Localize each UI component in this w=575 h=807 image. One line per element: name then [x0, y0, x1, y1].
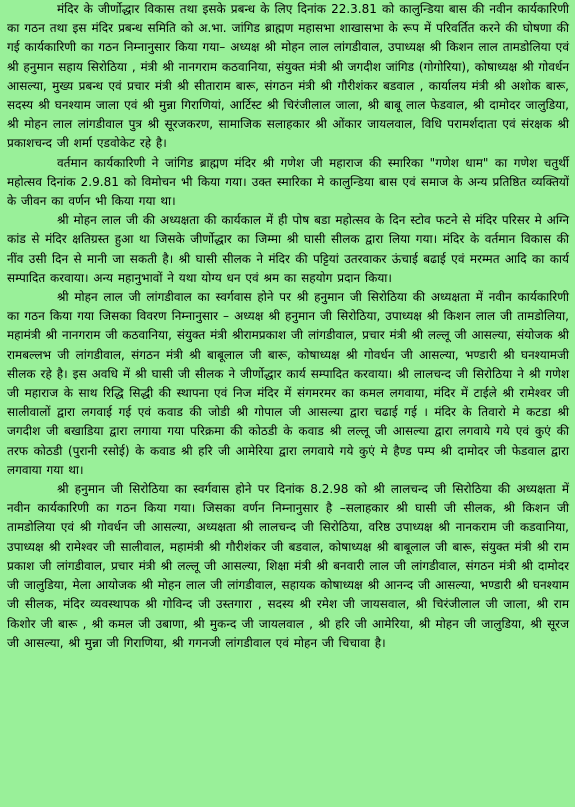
- paragraph-hanuman-sirothiya-committee: श्री मोहन लाल जी लांगडीवाल का स्वर्गवास होने पर श्री हनुमान जी सिरोठिया की अध्यक्षता में नवीन कार्यकारिणी का गठन किया गया जिसका विवरण निम्नानुसार – अध्यक्ष श्री हनुमान जी सिरोठिया, उपाध्यक्ष श्री किशन लाल जी तामडोलिया, महामंत्री श्री नानगराम जी कठवानिया, संयुक्त मंत्री श्रीरामप्रकाश जी लांगडीवाल, प्रचार मंत्री श्री लल्लू जी आसल्या, संयोजक श्री रामबल्लभ जी लांगडीवाल, संगठन मंत्री श्री बाबूलाल जी बारू, कोषाध्यक्ष श्री गोवर्धन जी आसल्या, भण्डारी श्री घनश्यामजी सीलक रहे है। इस अवधि में श्री घासी जी सीलक ने जीर्णोद्धार कार्य सम्पादित करवाया। श्री लालचन्द जी सिरोठिया ने श्री गणेश जी महाराज के साथ रिद्धि सिद्धी की स्थापना एवं निज मंदिर में संगमरमर का कमल लगवाया, मंदिर में टाईले श्री रामेश्वर जी सालीवालों द्वारा लगवाई गई एवं कवाड की जोडी श्री गोपाल जी आसल्या द्वारा चढाई गई । मंदिर के तिवारो मे कटडा श्री जगदीश जी बखाडिया द्वारा लगाया गया परिक्रमा की कोठडी के कवाड श्री लल्लू जी आसल्या द्वारा लगवाये गये एवं कुएं की तरफ कोठडी (पुरानी रसोई) के कवाड श्री हरि जी आमेरिया द्वारा लगवाये गये कुएं मे हैण्ड पम्प श्री दामोदर जी फेडवाल द्वारा लगवाया गया था।: [7, 290, 569, 477]
- paragraph-fire-restoration: श्री मोहन लाल जी की अध्यक्षता की कार्यकाल में ही पोष बडा महोत्सव के दिन स्टोव फटने से मंदिर परिसर मे अग्नि कांड से मंदिर क्षतिग्रस्त हुआ था जिसके जीर्णोद्धार का जिम्मा श्री घासी सीलक द्वारा लिया गया। मंदिर के वर्तमान विकास की नींव उसी दिन से मानी जा सकती है। श्री घासी सीलक ने मंदिर की पट्टियां उतरवाकर ऊंचाई बढाई एवं मरम्मत आदि का कार्य सम्पादित करवाया। अन्य महानुभावों ने यथा योग्य धन एवं श्रम का सहयोग प्रदान किया।: [7, 213, 569, 285]
- paragraph-executive-committee-1981: मंदिर के जीर्णोद्धार विकास तथा इसके प्रबन्ध के लिए दिनांक 22.3.81 को कालुन्डिया बास की नवीन कार्यकारिणी का गठन तथा इस मंदिर प्रबन्ध समिति को अ.भा. जांगिड ब्राह्मण महासभा शाखासभा के रूप में परिवर्तित करने की घोषणा की गई कार्यकारिणी का गठन निम्नानुसार किया गया– अध्यक्ष श्री मोहन लाल लांगडीवाल, उपाध्यक्ष श्री किशन लाल तामडोलिया एवं श्री हनुमान सहाय सिरोठिया , मंत्री श्री नानगराम कठवानिया, संयुक्त मंत्री श्री जगदीश जांगिड (गोगोरिया), कोषाध्यक्ष श्री गोवर्धन आसल्या, मुख्य प्रबन्ध एवं प्रचार मंत्री श्री सीताराम बारू, संगठन मंत्री श्री गौरीशंकर बडवाल , कार्यालय मंत्री श्री अशोक बारू, सदस्य श्री घनश्याम जाला एवं श्री मुन्ना गिराणियां, आर्टिस्ट श्री चिरंजीलाल जाला, श्री बाबू लाल फेडवाल, श्री दामोदर जालुडिया, श्री मोहन लाल लांगडीवाल पुत्र श्री सूरजकरण, सामाजिक सलाहकार श्री ओंकार जायलवाल, विधि परामर्शदाता एवं संरक्षक श्री प्रकाशचन्द जी शर्मा एडवोकेट रहे है।: [7, 2, 569, 151]
- paragraph-lalchand-sirothiya-committee: श्री हनुमान जी सिरोठिया का स्वर्गवास होने पर दिनांक 8.2.98 को श्री लालचन्द जी सिरोठिया की अध्यक्षता में नवीन कार्यकारिणी का गठन किया गया। जिसका वर्णन निम्नानुसार है –सलाहकार श्री घासी जी सीलक, श्री किशन जी तामडोलिया एवं श्री गोवर्धन जी आसल्या, अध्यक्षता श्री लालचन्द जी सिरोठिया, वरिष्ठ उपाध्यक्ष श्री नानकराम जी कडवानिया, उपाध्यक्ष श्री रामेश्वर जी सालीवाल, महामंत्री श्री गौरीशंकर जी बडवाल, कोषाध्यक्ष श्री बाबूलाल जी बारू, संयुक्त मंत्री श्री राम प्रकाश जी लांगडीवाल, प्रचार मंत्री श्री लल्लू जी आसल्या, शिक्षा मंत्री श्री बनवारी लाल जी लांगडीवाल, संगठन मंत्री श्री दामोदर जी जालुडिया, मेला आयोजक श्री मोहन लाल जी लांगडीवाल, सहायक कोषाध्यक्ष श्री आनन्द जी आसल्या, भण्डारी श्री घनश्याम जी सीलक, मंदिर व्यवस्थापक श्री गोविन्द जी उस्तगारा , सदस्य श्री रमेश जी जायसवाल, श्री चिरंजीलाल जी जाला, श्री राम किशोर जी बारू , श्री कमल जी उबाणा, श्री मुकन्द जी जायलवाल , श्री हरि जी आमेरिया, श्री मोहन जी जालुडिया, श्री सूरज जी आसल्या, श्री मुन्ना जी गिराणिया, श्री गगनजी लांगडीवाल एवं मोहन जी चिचावा है।: [7, 482, 569, 650]
- paragraph-ganesh-dham-souvenir: वर्तमान कार्यकारिणी ने जांगिड ब्राह्मण मंदिर श्री गणेश जी महाराज की स्मारिका "गणेश धाम" का गणेश चतुर्थी महोत्सव दिनांक 2.9.81 को विमोचन भी किया गया। उक्त स्मारिका मे कालुन्डिया बास एवं समाज के अन्य प्रतिष्ठित व्यक्तियों के जीवन का वर्णन भी किया गया था।: [7, 155, 569, 209]
